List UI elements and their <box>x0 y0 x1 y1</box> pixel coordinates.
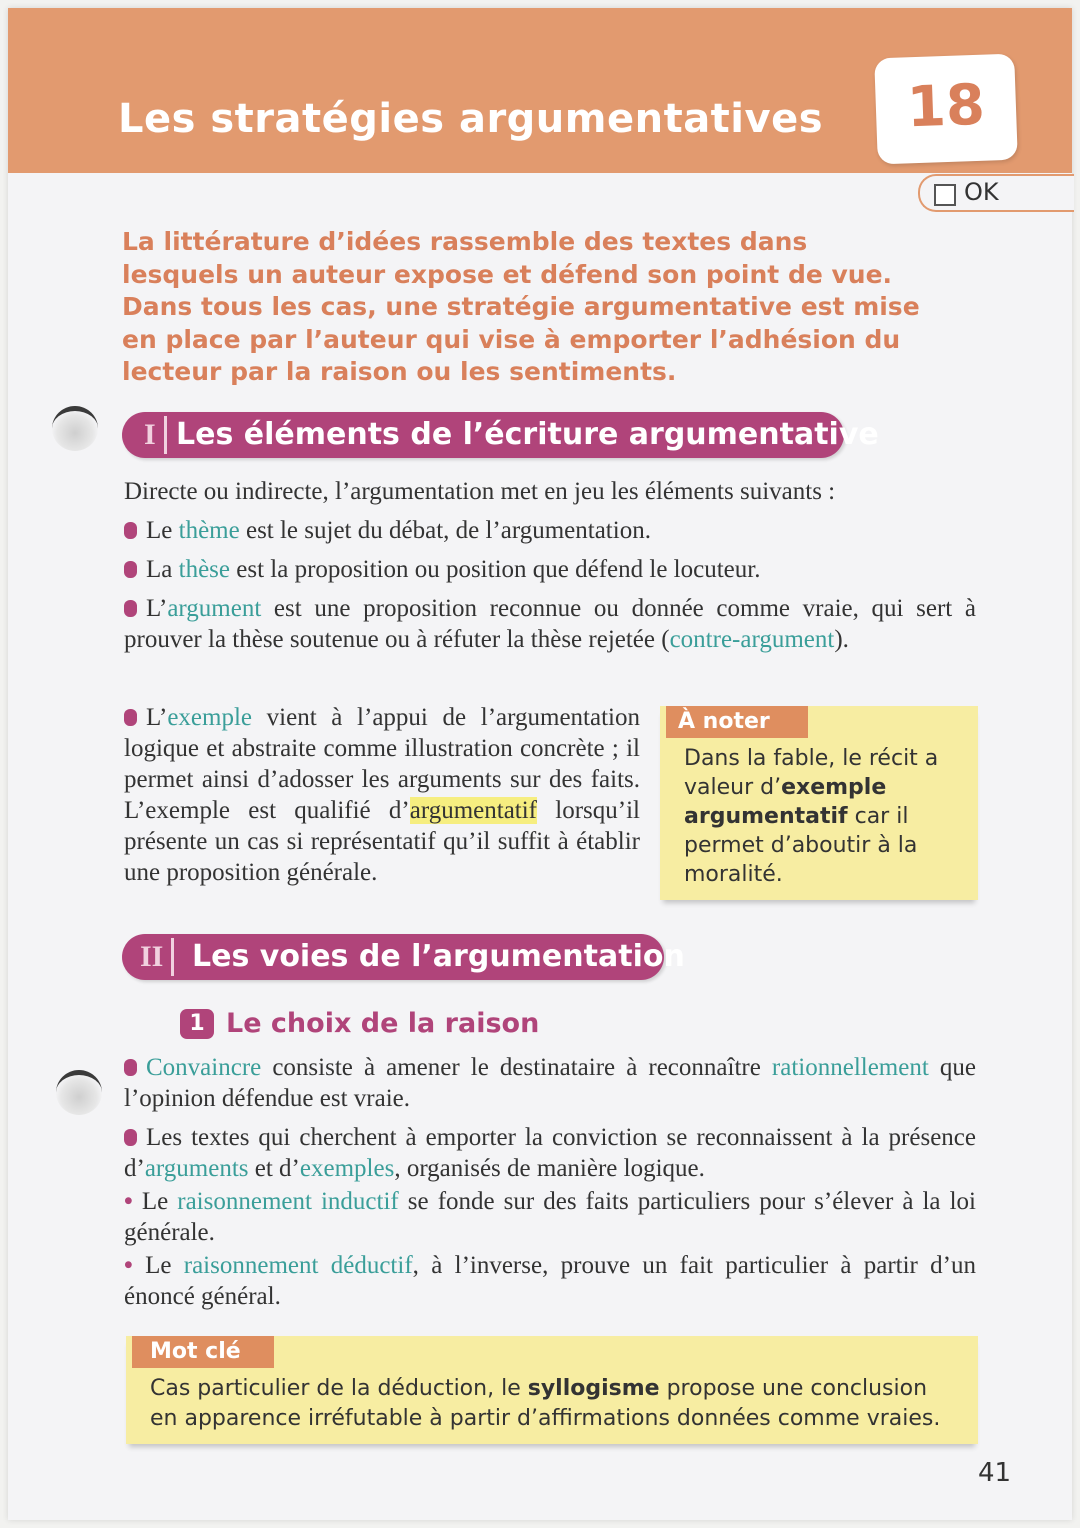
dot-bullet-icon: • <box>124 1188 142 1215</box>
ok-checkbox[interactable] <box>934 184 956 206</box>
binder-hole-icon <box>52 406 98 451</box>
dot-bullet-icon: • <box>124 1252 146 1279</box>
note-box <box>660 706 978 900</box>
section-1-lead: Directe ou indirecte, l’argumentation met en jeu les éléments suivants : <box>124 478 836 505</box>
section-title: Les éléments de l’écriture argumentative <box>176 417 879 452</box>
keyword-tag: Mot clé <box>132 1336 274 1368</box>
sub-heading-title: Le choix de la raison <box>226 1008 540 1039</box>
section-1-body <box>124 476 976 663</box>
page-number: 41 <box>978 1458 1012 1488</box>
bullet-icon <box>124 1059 137 1076</box>
sub-list-item: • Le raisonnement déductif, à l’inverse, prouve un fait particulier à partir d’un énoncé général. <box>124 1252 976 1310</box>
chapter-number: 18 <box>905 72 986 141</box>
sub-heading <box>180 1008 539 1039</box>
section-roman-numeral: II <box>140 938 174 976</box>
bullet-icon <box>124 709 137 726</box>
chapter-badge <box>874 54 1018 165</box>
list-item: L’exemple vient à l’appui de l’argumentation logique et abstraite comme illustration concrète ; il permet ainsi d’adosser les arguments sur des faits. L’exemple est qualifié d’argumentatif lorsqu’il présente un cas si représentatif qu’il suffit à établir une proposition générale. <box>124 704 640 886</box>
chapter-title: Les stratégies argumentatives <box>118 96 824 142</box>
section-heading-2 <box>122 934 685 980</box>
note-text: Dans la fable, le récit a valeur d’exemple argumentatif car il permet d’aboutir à la moralité. <box>684 746 939 887</box>
list-item: Le thème est le sujet du débat, de l’argumentation. <box>124 515 976 546</box>
highlighted-term: argumentatif <box>409 797 538 824</box>
section-roman-numeral: I <box>144 416 167 454</box>
bullet-icon <box>124 1129 137 1146</box>
section-title: Les voies de l’argumentation <box>192 939 685 974</box>
keyword-box <box>126 1336 978 1444</box>
list-item: La thèse est la proposition ou position que défend le locuteur. <box>124 554 976 585</box>
bullet-icon <box>124 600 137 617</box>
note-tag: À noter <box>666 706 808 738</box>
intro-paragraph: La littérature d’idées rassemble des textes dans lesquels un auteur expose et défend son point de vue. Dans tous les cas, une stratégie argumentative est mise en place par l’auteur qui vise à emporter l’adhésion du lecteur par la raison ou les sentiments. <box>122 227 920 386</box>
section-heading-1 <box>122 412 879 458</box>
example-paragraph <box>124 702 640 896</box>
section-2-body <box>124 1052 976 1320</box>
list-item: Les textes qui cherchent à emporter la conviction se reconnaissent à la présence d’arguments et d’exemples, organisés de manière logique. <box>124 1124 976 1182</box>
ok-checkbox-tab[interactable] <box>918 174 1074 212</box>
ok-label: OK <box>964 178 999 206</box>
bullet-icon <box>124 522 137 539</box>
bullet-icon <box>124 561 137 578</box>
list-item: Convaincre consiste à amener le destinataire à reconnaître rationnellement que l’opinion défendue est vraie. <box>124 1054 976 1112</box>
page <box>8 8 1072 1520</box>
binder-hole-icon <box>56 1070 102 1115</box>
sub-heading-number: 1 <box>180 1009 214 1039</box>
sub-list-item: • Le raisonnement inductif se fonde sur des faits particuliers pour s’élever à la loi générale. <box>124 1188 976 1246</box>
list-item: L’argument est une proposition reconnue ou donnée comme vraie, qui sert à prouver la thèse soutenue ou à réfuter la thèse rejetée (contre-argument). <box>124 595 976 653</box>
keyword-text: Cas particulier de la déduction, le syllogisme propose une conclusion en apparence irréfutable à partir d’affirmations données comme vraies. <box>150 1376 941 1431</box>
chapter-header <box>8 8 1072 173</box>
